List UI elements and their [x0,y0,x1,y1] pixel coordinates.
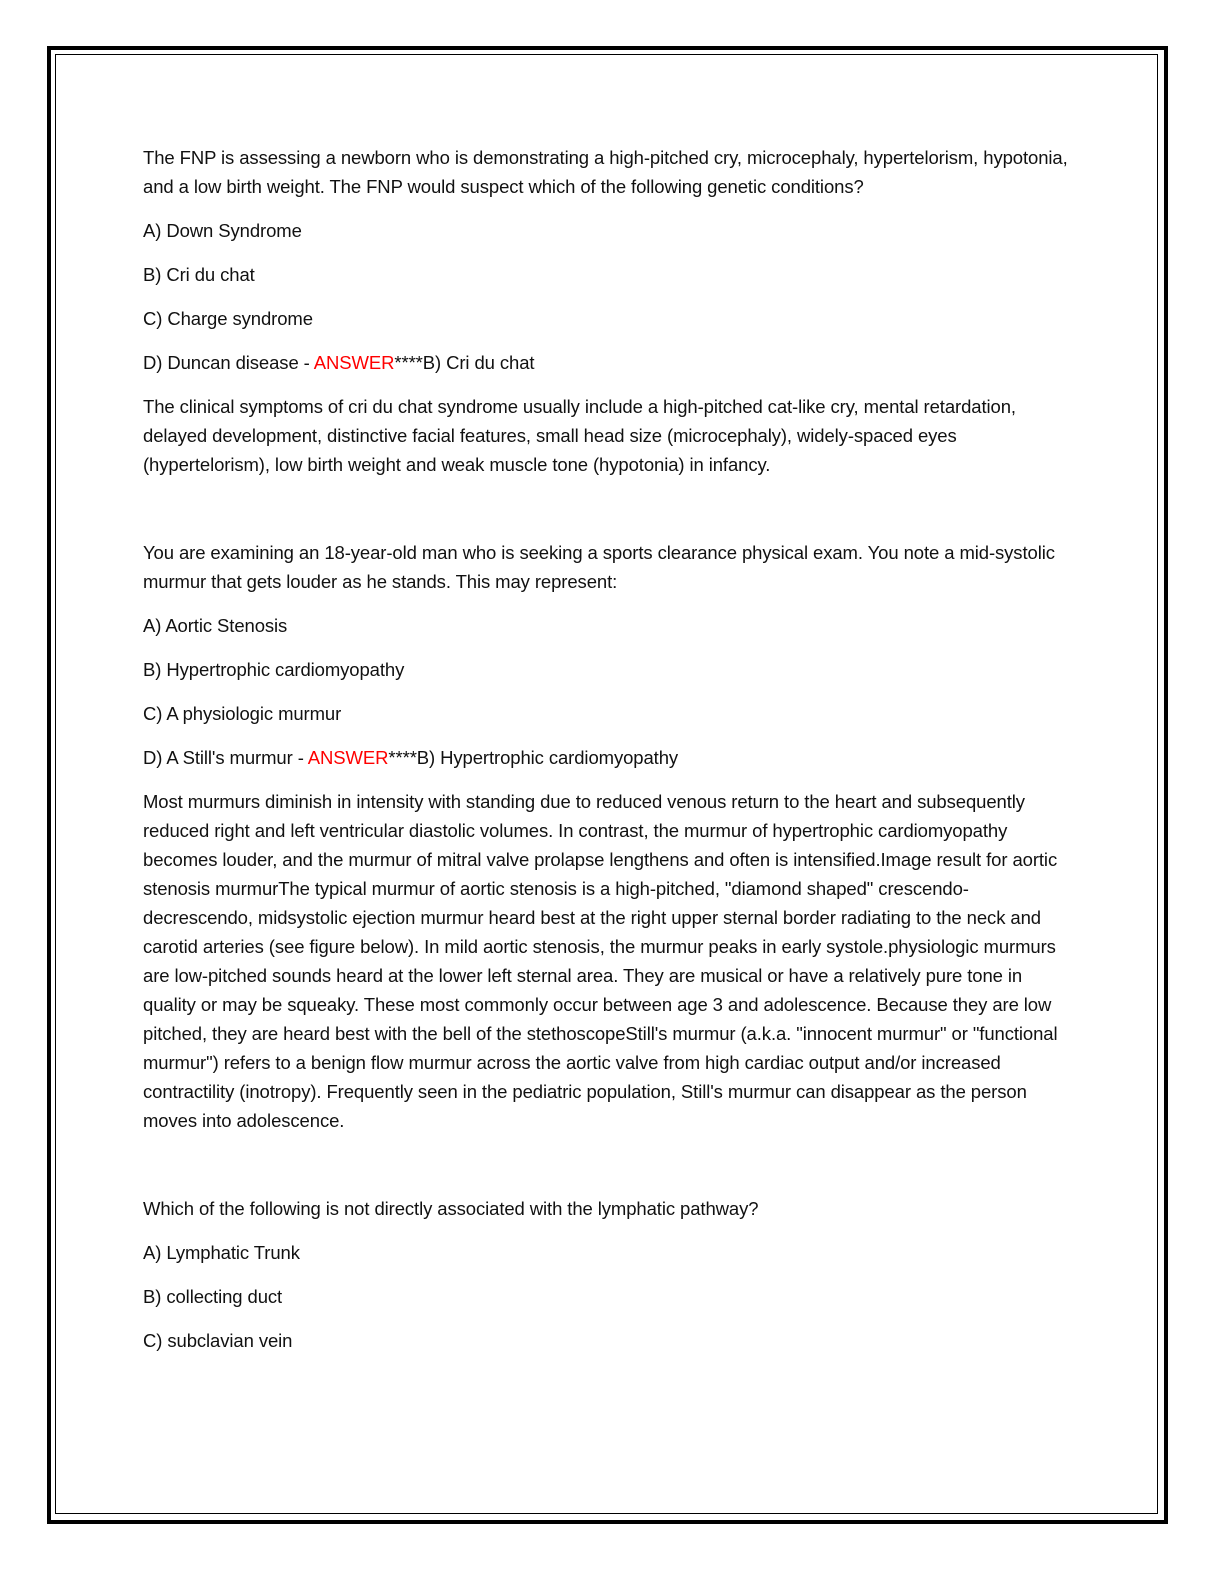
question-2-option-b: B) Hypertrophic cardiomyopathy [143,659,405,680]
question-1-option-d: D) Duncan disease - [143,352,314,373]
question-1-explanation: The clinical symptoms of cri du chat syndrome usually include a high-pitched cat-like cry, mental retardation, delayed development, distinctive facial features, small head size (microcephaly), widely-spaced eyes (hypertelorism), low birth weight and weak muscle tone (hypotonia) in infancy. [143,396,1016,475]
question-2-answer-text: ****B) Hypertrophic cardiomyopathy [388,747,679,768]
question-1-option-a: A) Down Syndrome [143,220,302,241]
question-1-stem: The FNP is assessing a newborn who is demonstrating a high-pitched cry, microcephaly, hypertelorism, hypotonia, and a low birth weight. The FNP would suspect which of the following genetic conditions? [143,147,1068,197]
question-1-option-c: C) Charge syndrome [143,308,313,329]
question-1-answer-text: ****B) Cri du chat [394,352,535,373]
question-3-option-a: A) Lymphatic Trunk [143,1242,300,1263]
section-gap [143,1150,1078,1194]
question-2-option-c: C) A physiologic murmur [143,703,342,724]
question-1-option-d-with-answer [143,348,1078,377]
question-2-option-d: D) A Still's murmur - [143,747,308,768]
question-3-option-b: B) collecting duct [143,1286,283,1307]
question-3 [143,1194,1078,1355]
question-3-option-c: C) subclavian vein [143,1330,293,1351]
question-3-stem: Which of the following is not directly associated with the lymphatic pathway? [143,1198,759,1219]
question-2-answer-label: ANSWER [307,747,389,768]
question-2-stem: You are examining an 18-year-old man who is seeking a sports clearance physical exam. You note a mid-systolic murmur that gets louder as he stands. This may represent: [143,542,1055,592]
question-1 [143,143,1078,479]
document-body [143,143,1078,1370]
question-2-option-d-with-answer [143,743,1078,772]
question-2-option-a: A) Aortic Stenosis [143,615,288,636]
question-2-explanation: Most murmurs diminish in intensity with standing due to reduced venous return to the heart and subsequently reduced right and left ventricular diastolic volumes. In contrast, the murmur of hypertrophic cardiomyopathy becomes louder, and the murmur of mitral valve prolapse lengthens and often is intensified.Image result for aortic stenosis murmurThe typical murmur of aortic stenosis is a high-pitched, "diamond shaped" crescendo-decrescendo, midsystolic ejection murmur heard best at the right upper sternal border radiating to the neck and carotid arteries (see figure below). In mild aortic stenosis, the murmur peaks in early systole.physiologic murmurs are low-pitched sounds heard at the lower left sternal area. They are musical or have a relatively pure tone in quality or may be squeaky. These most commonly occur between age 3 and adolescence. Because they are low pitched, they are heard best with the bell of the stethoscopeStill's murmur (a.k.a. "innocent murmur" or "functional murmur") refers to a benign flow murmur across the aortic valve from high cardiac output and/or increased contractility (inotropy). Frequently seen in the pediatric population, Still's murmur can disappear as the person moves into adolescence. [143,791,1058,1131]
section-gap [143,494,1078,538]
question-1-answer-label: ANSWER [313,352,395,373]
question-2 [143,538,1078,1135]
question-1-option-b: B) Cri du chat [143,264,255,285]
